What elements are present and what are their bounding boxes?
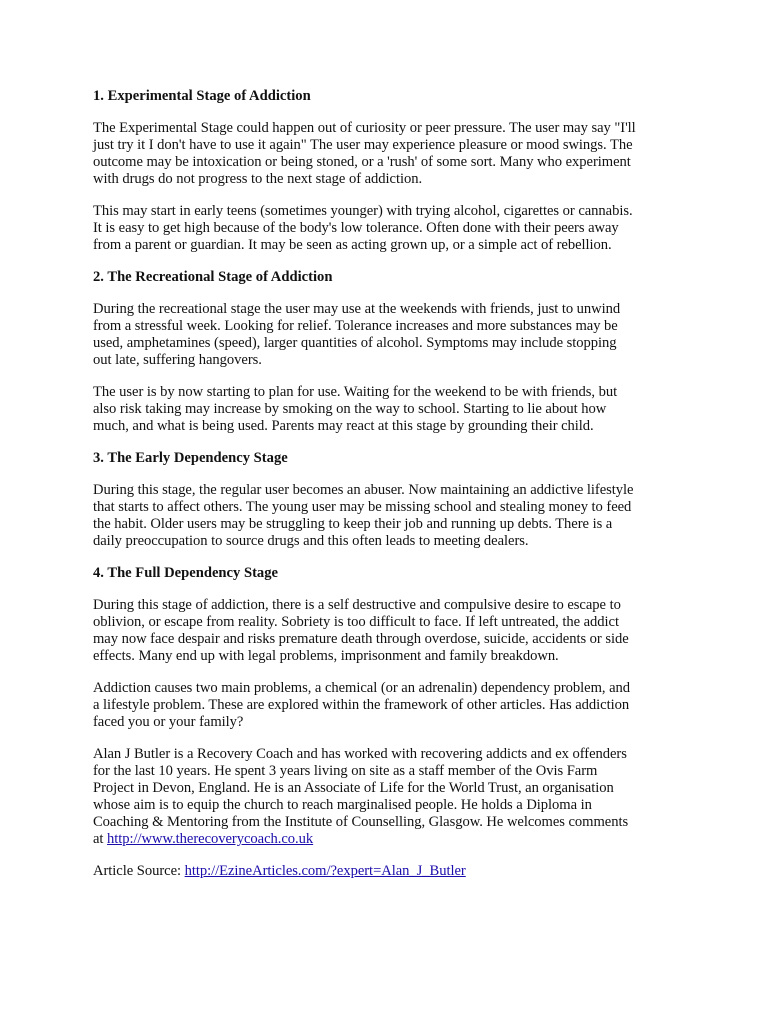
paragraph [93,120,683,188]
text-line: from a parent or guardian. It may be seen as acting grown up, or a simple act of rebellion. [93,237,612,253]
text-line: The Experimental Stage could happen out of curiosity or peer pressure. The user may say "I'll [93,120,636,136]
bio-link-prefix: at [93,831,108,847]
ezine-articles-link[interactable]: http://EzineArticles.com/?expert=Alan_J_Butler [184,863,466,879]
section-heading-early-dependency: 3. The Early Dependency Stage [93,450,288,466]
text-line: During the recreational stage the user may use at the weekends with friends, just to unwind [93,301,621,317]
section-heading-full-dependency: 4. The Full Dependency Stage [93,565,279,581]
text-line: just try it I don't have to use it again" The user may experience pleasure or mood swings. The [93,137,633,153]
text-line: also risk taking may increase by smoking on the way to school. Starting to lie about how [93,401,607,417]
text-line: effects. Many end up with legal problems, imprisonment and family breakdown. [93,648,559,664]
text-line: for the last 10 years. He spent 3 years living on site as a staff member of the Ovis Farm [93,763,598,779]
text-line: oblivion, or escape from reality. Sobriety is too difficult to face. If left untreated, the addict [93,614,619,630]
text-line: Addiction causes two main problems, a chemical (or an adrenalin) dependency problem, and [93,680,631,696]
text-line: The user is by now starting to plan for use. Waiting for the weekend to be with friends, but [93,384,618,400]
text-line: with drugs do not progress to the next stage of addiction. [93,171,423,187]
text-line: the habit. Older users may be struggling to keep their job and running up debts. There is a [93,516,613,532]
text-line: from a stressful week. Looking for relief. Tolerance increases and more substances may be [93,318,618,334]
text-line: whose aim is to equip the church to reach marginalised people. He holds a Diploma in [93,797,592,813]
paragraph [93,482,683,550]
text-line: daily preoccupation to source drugs and this often leads to meeting dealers. [93,533,529,549]
author-bio [93,746,683,848]
text-line: used, amphetamines (speed), larger quantities of alcohol. Symptoms may include stopping [93,335,617,351]
article-page [93,88,683,895]
text-line: faced you or your family? [93,714,244,730]
paragraph [93,301,683,369]
text-line: During this stage of addiction, there is a self destructive and compulsive desire to escape to [93,597,621,613]
text-line: This may start in early teens (sometimes younger) with trying alcohol, cigarettes or cannabis. [93,203,633,219]
section-heading-experimental: 1. Experimental Stage of Addiction [93,88,311,104]
text-line: out late, suffering hangovers. [93,352,262,368]
section-heading-recreational: 2. The Recreational Stage of Addiction [93,269,333,285]
text-line: that starts to affect others. The young user may be missing school and stealing money to feed [93,499,632,515]
text-line: Alan J Butler is a Recovery Coach and has worked with recovering addicts and ex offenders [93,746,627,762]
paragraph [93,680,683,731]
text-line [93,863,683,880]
text-line [93,831,683,848]
text-line: Coaching & Mentoring from the Institute of Counselling, Glasgow. He welcomes comments [93,814,629,830]
text-line: outcome may be intoxication or being stoned, or a 'rush' of some sort. Many who experiment [93,154,631,170]
paragraph [93,203,683,254]
text-line: may now face despair and risks premature death through overdose, suicide, accidents or side [93,631,629,647]
paragraph [93,384,683,435]
paragraph [93,597,683,665]
text-line: a lifestyle problem. These are explored within the framework of other articles. Has addiction [93,697,630,713]
article-source [93,863,683,880]
text-line: Project in Devon, England. He is an Associate of Life for the World Trust, an organisation [93,780,614,796]
text-line: It is easy to get high because of the body's low tolerance. Often done with their peers away [93,220,619,236]
text-line: much, and what is being used. Parents may react at this stage by grounding their child. [93,418,594,434]
article-source-label: Article Source: [93,863,185,879]
text-line: During this stage, the regular user becomes an abuser. Now maintaining an addictive lifestyle [93,482,634,498]
recovery-coach-link[interactable]: http://www.therecoverycoach.co.uk [107,831,314,847]
